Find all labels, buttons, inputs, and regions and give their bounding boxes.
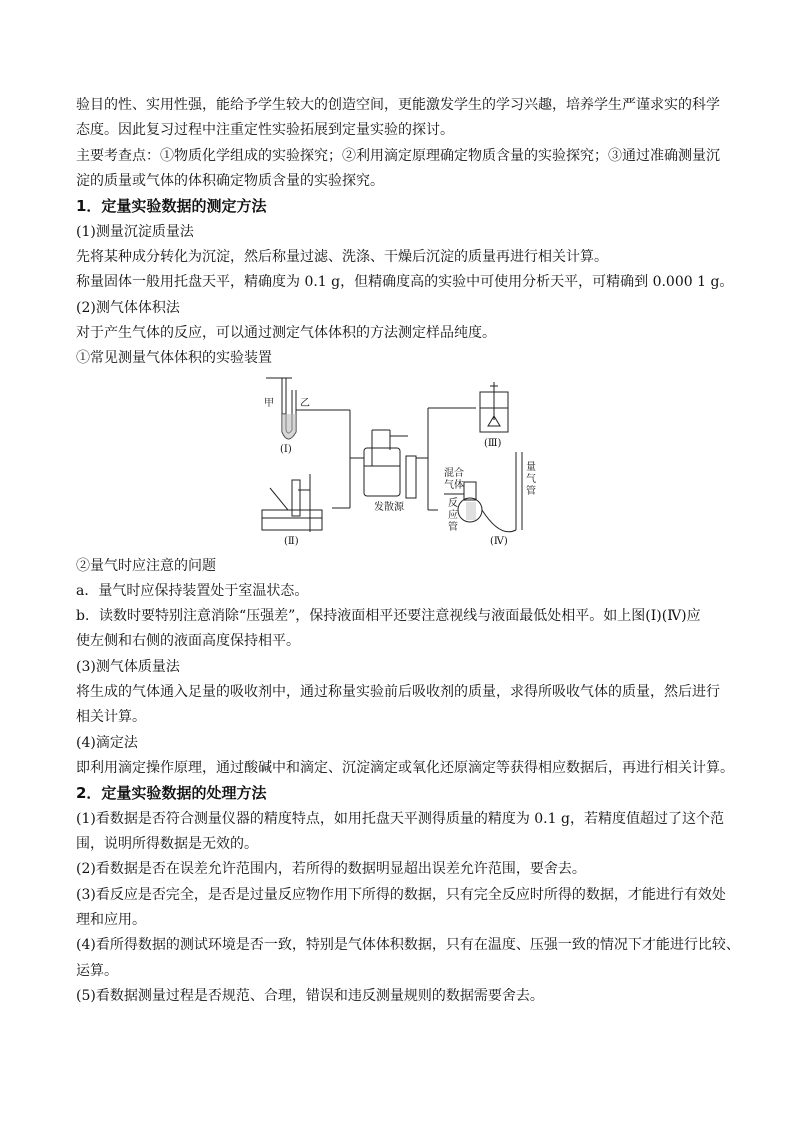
paragraph-line: 先将某种成分转化为沉淀，然后称量过滤、洗涤、干燥后沉淀的质量再进行相关计算。 [76, 249, 608, 265]
paragraph-line: 即利用滴定操作原理，通过酸碱中和滴定、沉淀滴定或氧化还原滴定等获得相应数据后，再进行相关计算。 [76, 760, 734, 776]
apparatus-diagram [240, 370, 560, 550]
label-yi: 乙 [300, 398, 310, 409]
paragraph-line: ②量气时应注意的问题 [76, 558, 216, 574]
gas-volume-apparatus-figure [240, 370, 560, 550]
paragraph-line: 将生成的气体通入足量的吸收剂中，通过称量实验前后吸收剂的质量，求得所吸收气体的质量，然后进行 [76, 684, 720, 700]
label-gauge-1: 量 [526, 462, 536, 473]
section-heading-1: 1．定量实验数据的测定方法 [76, 197, 267, 215]
label-jia: 甲 [264, 398, 274, 409]
water-trough-apparatus [262, 474, 322, 532]
paragraph-line: 称量固体一般用托盘天平，精确度为 0.1 g，但精确度高的实验中可使用分析天平，可精确到 0.000 1 g。 [76, 274, 734, 290]
paragraph-line: 使左侧和右侧的液面高度保持相平。 [76, 633, 300, 649]
label-mix-1: 混合 [444, 468, 464, 479]
label-react-3: 管 [448, 522, 458, 533]
paragraph-line: 理和应用。 [76, 912, 146, 928]
subheading: (4)滴定法 [76, 735, 138, 751]
label-gauge-3: 管 [526, 486, 536, 497]
paragraph-line: 主要考查点：①物质化学组成的实验探究；②利用滴定原理确定物质含量的实验探究；③通过准确测量沉 [76, 148, 720, 164]
label-source: 发散源 [374, 502, 404, 513]
paragraph-line: (1)看数据是否符合测量仪器的精度特点，如用托盘天平测得质量的精度为 0.1 g，若精度值超过了这个范 [76, 811, 724, 827]
subheading: (2)测气体体积法 [76, 300, 180, 316]
paragraph-line: (5)看数据测量过程是否规范、合理，错误和违反测量规则的数据需要舍去。 [76, 988, 544, 1004]
paragraph-line: b．读数时要特别注意消除“压强差”，保持液面相平还要注意视线与液面最低处相平。如上图(Ⅰ)(Ⅳ)应 [76, 608, 701, 624]
beaker-funnel-apparatus [480, 382, 508, 432]
label-gauge-2: 气 [526, 474, 536, 485]
label-II: (Ⅱ) [284, 536, 299, 547]
paragraph-line: 围，说明所得数据是无效的。 [76, 836, 258, 852]
paragraph-line: 态度。因此复习过程中注重定性实验拓展到定量实验的探讨。 [76, 122, 454, 138]
label-react-1: 反 [448, 498, 458, 509]
paragraph-line: 运算。 [76, 963, 118, 979]
label-I: (Ⅰ) [280, 444, 292, 455]
paragraph-line: a．量气时应保持装置处于室温状态。 [76, 583, 309, 599]
paragraph-line: ①常见测量气体体积的实验装置 [76, 350, 272, 366]
label-react-2: 应 [448, 510, 458, 521]
gas-source-bottle [364, 430, 416, 498]
subheading: (3)测气体质量法 [76, 659, 180, 675]
subheading: (1)测量沉淀质量法 [76, 224, 194, 240]
paragraph-line: 淀的质量或气体的体积确定物质含量的实验探究。 [76, 173, 384, 189]
paragraph-line: 验目的性、实用性强，能给予学生较大的创造空间，更能激发学生的学习兴趣，培养学生严谨求实的科学 [76, 97, 720, 113]
label-III: (Ⅲ) [484, 438, 502, 449]
paragraph-line: (4)看所得数据的测试环境是否一致，特别是气体体积数据，只有在温度、压强一致的情况下才能进行比较、 [76, 937, 740, 953]
paragraph-line: 相关计算。 [76, 709, 146, 725]
u-tube-apparatus [266, 378, 320, 439]
paragraph-line: (3)看反应是否完全，是否是过量反应物作用下所得的数据，只有完全反应时所得的数据，才能进行有效处 [76, 887, 726, 903]
paragraph-line: 对于产生气体的反应，可以通过测定气体体积的方法测定样品纯度。 [76, 325, 496, 341]
section-heading-2: 2．定量实验数据的处理方法 [76, 784, 267, 802]
label-IV: (Ⅳ) [490, 536, 508, 547]
paragraph-line: (2)看数据是否在误差允许范围内，若所得的数据明显超出误差允许范围，要舍去。 [76, 861, 586, 877]
label-mix-2: 气体 [444, 480, 464, 491]
